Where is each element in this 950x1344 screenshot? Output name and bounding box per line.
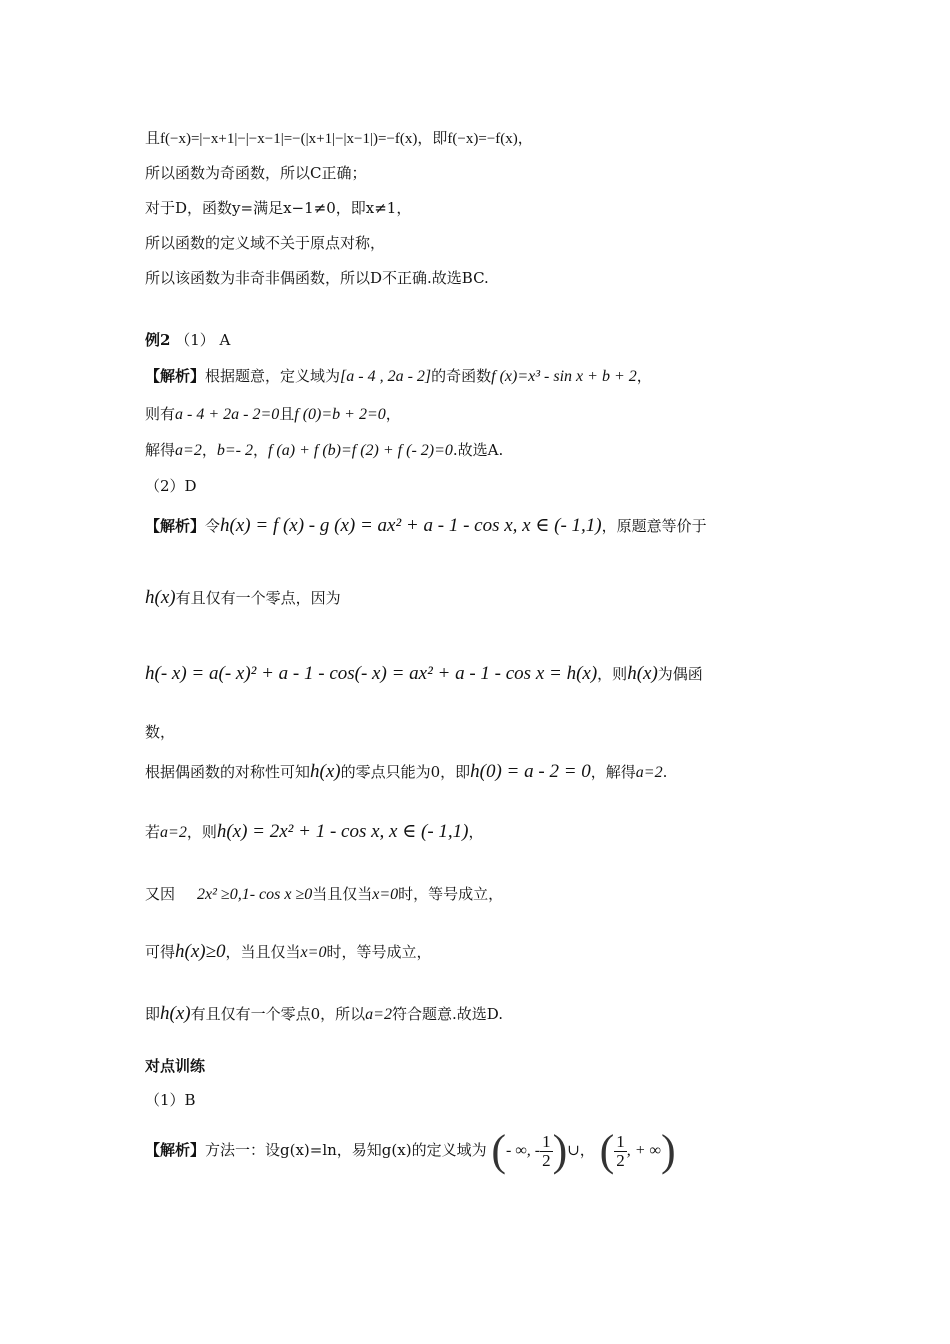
denominator: 2	[616, 1150, 625, 1170]
text: 有且仅有一个零点0，所以	[190, 1005, 366, 1023]
formula: x=0	[300, 944, 327, 961]
formula: a - 4 + 2a - 2=0	[175, 406, 280, 423]
left-paren: (	[599, 1126, 615, 1175]
text: 当且仅当	[312, 885, 373, 903]
formula-h: h(x)	[627, 663, 658, 684]
analysis-2-line3	[145, 664, 703, 684]
part-answer: （2）D	[145, 477, 197, 495]
section-title: 对点训练	[145, 1057, 206, 1075]
formula-h: h(x)	[310, 761, 341, 782]
text: 的奇函数	[431, 367, 492, 385]
analysis-2-line7	[145, 884, 503, 905]
text: 的零点只能为0，即	[340, 763, 471, 781]
numerator: 1	[616, 1131, 625, 1151]
formula-h-substituted: h(x) = 2x² + 1 - cos x, x ∈ (- 1,1)	[216, 821, 469, 842]
text: ，	[201, 441, 217, 459]
text: ，则	[597, 665, 628, 683]
text: 且	[279, 405, 295, 423]
formula: f (0)=b + 2=0	[294, 406, 386, 423]
text: ，	[252, 441, 268, 459]
denominator: 2	[542, 1150, 551, 1170]
formula: x=0	[372, 886, 399, 903]
example-2-heading	[145, 330, 230, 350]
text: 则有	[145, 405, 176, 423]
line-d-symmetry	[145, 233, 385, 253]
text: ，原题意等价于	[601, 517, 707, 535]
analysis-2-line9	[145, 1004, 503, 1025]
fraction-half	[540, 1133, 553, 1170]
text-line: 且f(−x)=|−x+1|−|−x−1|=−(|x+1|−|x−1|)=−f(x)，即f(−x)=−f(x)，	[145, 131, 533, 147]
text: ，	[636, 367, 652, 385]
analysis-2-line8	[145, 942, 431, 963]
text: 时，等号成立，	[326, 943, 432, 961]
text: 若	[145, 823, 161, 841]
line-d-domain	[145, 198, 411, 218]
part-2-heading	[145, 476, 197, 496]
text-line: 所以函数的定义域不关于原点对称，	[145, 234, 386, 252]
text: 数，	[145, 723, 176, 741]
formula: b=- 2	[216, 442, 253, 459]
formula: a=2	[365, 1006, 392, 1023]
text: 即	[145, 1005, 161, 1023]
analysis-2-line5	[145, 762, 667, 783]
text: 解得	[145, 441, 176, 459]
analysis-1-line1	[145, 366, 652, 387]
text-line: 所以函数为奇函数，所以C正确；	[145, 164, 367, 182]
text: .	[662, 763, 668, 781]
text: ，	[385, 405, 401, 423]
text: ，则	[186, 823, 217, 841]
left-paren: (	[491, 1126, 507, 1175]
analysis-2-line2	[145, 588, 341, 608]
text-union: ∪，	[567, 1141, 595, 1159]
formula-h-nonneg: h(x)≥0	[175, 941, 226, 962]
right-paren: )	[552, 1126, 568, 1175]
text: 根据题意，定义域为	[205, 367, 341, 385]
text: 根据偶函数的对称性可知	[145, 763, 311, 781]
part-answer: （1） A	[175, 331, 231, 349]
training-heading	[145, 1056, 205, 1076]
analysis-1-line3	[145, 440, 503, 461]
text: 时，等号成立，	[398, 885, 504, 903]
formula: a=2	[160, 824, 187, 841]
analysis-1-line2	[145, 404, 401, 425]
text: ，当且仅当	[225, 943, 301, 961]
formula-interval-left: - ∞, -	[506, 1142, 541, 1159]
analysis-tag: 【解析】	[145, 517, 206, 535]
numerator: 1	[542, 1131, 551, 1151]
right-paren: )	[660, 1126, 676, 1175]
analysis-tag: 【解析】	[145, 367, 206, 385]
line-odd-conclusion	[145, 163, 366, 183]
part-answer: （1）B	[145, 1091, 196, 1109]
line-odd-proof	[145, 128, 533, 149]
text: 又因	[145, 885, 176, 903]
text: ，	[468, 823, 484, 841]
formula-function: f (x)=x³ - sin x + b + 2	[491, 368, 637, 385]
formula-h-definition: h(x) = f (x) - g (x) = ax² + a - 1 - cos x, x ∈ (- 1,1)	[220, 515, 602, 536]
formula: a=2	[175, 442, 202, 459]
text: 方法一：设g(x)=ln，易知g(x)的定义域为	[205, 1141, 487, 1159]
text: .故选A.	[452, 441, 504, 459]
text: 有且仅有一个零点，因为	[175, 589, 341, 607]
fraction-half	[614, 1133, 627, 1170]
formula-h-zero: h(0) = a - 2 = 0	[470, 761, 591, 782]
line-d-conclusion	[145, 268, 489, 288]
text: ，解得	[590, 763, 636, 781]
formula-interval: [a - 4 , 2a - 2]	[340, 368, 432, 385]
text: 可得	[145, 943, 176, 961]
training-analysis-line1	[145, 1128, 676, 1173]
formula-interval-right: , + ∞	[626, 1142, 661, 1159]
analysis-2-line4	[145, 722, 175, 742]
text-line: 对于D，函数y=满足x−1≠0，即x≠1，	[145, 199, 412, 217]
formula-even-proof: h(- x) = a(- x)² + a - 1 - cos(- x) = ax² + a - 1 - cos x = h(x)	[145, 663, 598, 684]
analysis-2-line1	[145, 516, 707, 536]
text: 为偶函	[657, 665, 703, 683]
formula-h: h(x)	[145, 587, 176, 608]
analysis-2-line6	[145, 822, 484, 843]
training-part-1	[145, 1090, 196, 1110]
text: 令	[205, 517, 221, 535]
formula-h: h(x)	[160, 1003, 191, 1024]
analysis-tag: 【解析】	[145, 1141, 206, 1159]
text-line: 所以该函数为非奇非偶函数，所以D不正确.故选BC.	[145, 269, 489, 287]
text: 符合题意.故选D.	[391, 1005, 503, 1023]
formula: f (a) + f (b)=f (2) + f (- 2)=0	[267, 442, 453, 459]
formula: a=2	[635, 764, 663, 781]
formula-inequality: 2x² ≥0,1- cos x ≥0	[197, 886, 313, 903]
example-label: 例2	[145, 331, 171, 349]
